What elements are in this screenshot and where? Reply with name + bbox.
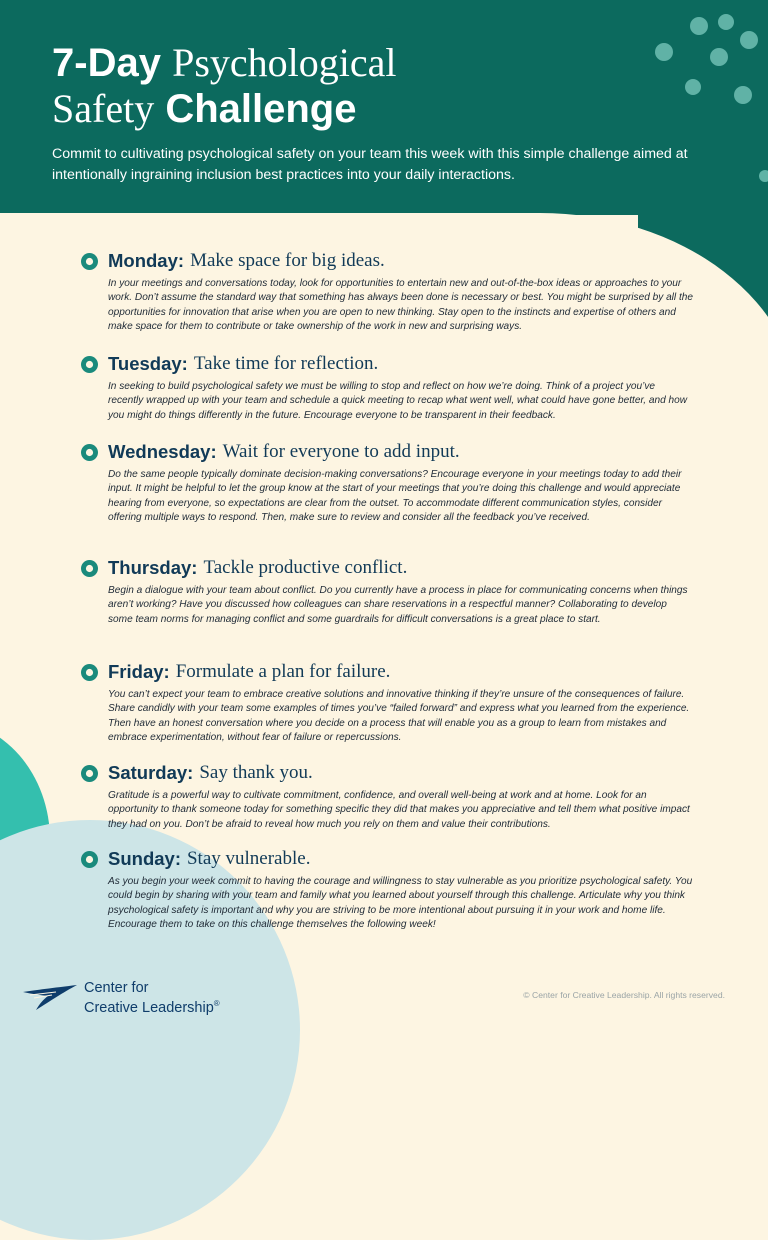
day-description: Do the same people typically dominate decision-making conversations? Encourage everyone in your meetings today to add their input. It might be helpful to let the group know at the start of your meetings that you’re doing this challenge and would appreciate hearing from everyone, so expectations are clear from the outset. To accommodate different communication styles, consider offering multiple ways to respond. Then, make sure to review and consider all the feedback you’ve received. [108, 469, 682, 524]
day-heading [80, 439, 695, 465]
day-sunday [80, 846, 695, 933]
day-task: Wait for everyone to add input. [222, 441, 460, 462]
circle-bullet-icon [80, 252, 99, 271]
day-description: Begin a dialogue with your team about conflict. Do you currently have a process in place for communicating concerns when things aren’t working? Have you discussed how colleagues can share reservations in a respectful manner? Collaborating to develop some team norms for managing conflict and some guardrails for difficult conversations is a great place to start. [108, 585, 688, 625]
day-heading [80, 760, 695, 786]
logo-line-2 [84, 996, 220, 1016]
day-thursday [80, 555, 695, 627]
circle-bullet-icon [80, 663, 99, 682]
day-name: Tuesday: [108, 353, 188, 374]
registered-mark: ® [213, 998, 220, 1008]
circle-bullet-icon [80, 850, 99, 869]
day-description: Gratitude is a powerful way to cultivate commitment, confidence, and overall well-being at work and at home. Look for an opportunity to thank someone today for something specific they did that makes you appreciative and tell them what positive impact they had on you. Don’t be afraid to reveal how much you rely on them and value their contributions. [108, 790, 690, 830]
day-name: Thursday: [108, 557, 198, 578]
intro-text: Commit to cultivating psychological safety on your team this week with this simple challenge aimed at intentionally ingraining inclusion best practices into your daily interactions. [52, 146, 688, 183]
day-name: Sunday: [108, 848, 181, 869]
day-name: Saturday: [108, 762, 194, 783]
day-description: As you begin your week commit to having the courage and willingness to stay vulnerable as you prioritize psychological safety. You could begin by sharing with your team and family what you learned about yourself through this challenge. Articulate why you think psychological safety is important and why you are striving to be more intentional about pursuing it in your work and home life. Encourage them to take on this challenge themselves the following week! [108, 876, 693, 931]
day-tuesday [80, 351, 695, 423]
circle-bullet-icon [80, 559, 99, 578]
day-saturday [80, 760, 695, 832]
day-task: Make space for big ideas. [190, 250, 385, 271]
day-name: Friday: [108, 661, 170, 682]
day-heading [80, 351, 695, 377]
day-wednesday [80, 439, 695, 526]
day-friday [80, 659, 695, 746]
circle-bullet-icon [80, 443, 99, 462]
day-heading [80, 846, 695, 872]
copyright-text: © Center for Creative Leadership. All rights reserved. [523, 990, 725, 1000]
day-monday [80, 248, 695, 335]
circle-bullet-icon [80, 355, 99, 374]
day-description: In seeking to build psychological safety we must be willing to stop and reflect on how we’re doing. Think of a project you’ve recently wrapped up with your team and schedule a quick meeting to recap what went well, what could have gone better, and how you might do things differently in the future. Encourage everyone to be transparent in their feedback. [108, 381, 688, 421]
day-heading [80, 659, 695, 685]
day-name: Wednesday: [108, 441, 217, 462]
day-heading [80, 248, 695, 274]
logo-text [84, 981, 220, 1016]
circle-bullet-icon [80, 764, 99, 783]
ccl-bird-logo-icon [22, 984, 78, 1012]
day-task: Take time for reflection. [193, 353, 379, 374]
day-task: Say thank you. [199, 762, 313, 783]
day-task: Formulate a plan for failure. [175, 661, 391, 682]
day-heading [80, 555, 695, 581]
day-description: You can’t expect your team to embrace creative solutions and innovative thinking if they’re unsure of the consequences of failure. Share candidly with your team some examples of times you’ve “failed forward” and express what you learned from the experience. Then have an honest conversation where you decide on a process that will enable you as a group to learn from mistakes and embrace experimentation, without fear of failure or repercussions. [108, 689, 690, 744]
title-bold-part: 7-Day [52, 41, 161, 85]
title-serif-part: Psychological [172, 40, 397, 85]
logo-line-2-text: Creative Leadership [84, 999, 214, 1016]
day-task: Tackle productive conflict. [203, 557, 408, 578]
title-serif-part-2: Safety [52, 86, 155, 131]
day-name: Monday: [108, 250, 185, 271]
title-bold-part-2: Challenge [165, 87, 357, 131]
ccl-logo [22, 978, 222, 1018]
logo-line-1: Center for [84, 979, 149, 996]
day-description: In your meetings and conversations today, look for opportunities to entertain new and out-of-the-box ideas or approaches to your work. Don’t assume the standard way that something has always been done is necessary or best. You might be surprised by all the opportunities for innovation that arise when you are open to new thinking. Stay open to the instincts and expertise of others and make space for them to contribute or take ownership of the work in new and surprising ways. [108, 278, 694, 333]
day-task: Stay vulnerable. [186, 848, 311, 869]
page-title [52, 40, 397, 132]
